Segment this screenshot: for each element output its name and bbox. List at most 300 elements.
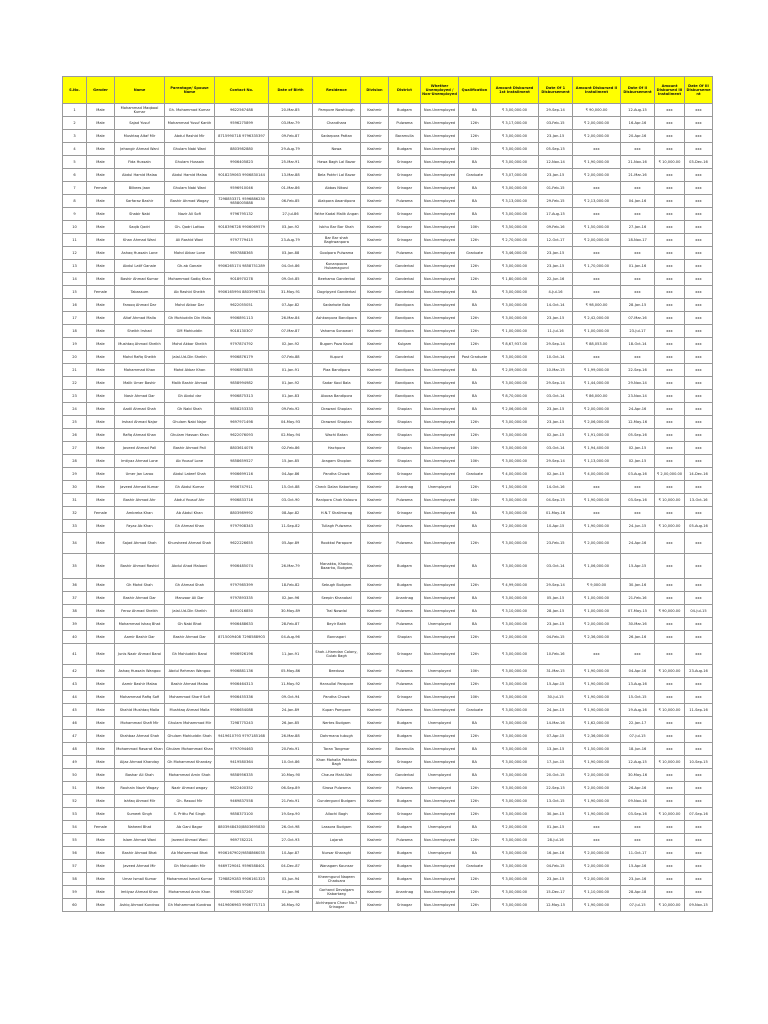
table-row: [63, 455, 713, 468]
table-cell: ₹ 2,00,000.00: [491, 520, 539, 533]
table-cell: Male: [87, 678, 115, 691]
table-cell: 04-Sep-15: [539, 494, 573, 507]
table-cell: ₹ 3,00,000.00: [491, 756, 539, 769]
table-cell: Non-Unemployed: [421, 143, 459, 156]
table-cell: 40: [63, 631, 87, 644]
table-cell: ₹ 1,70,000.00: [573, 260, 621, 273]
table-cell: 03-Mar-79: [269, 117, 313, 130]
table-cell: Budgam: [389, 730, 421, 743]
table-cell: 9622055051: [215, 299, 269, 312]
table-cell: xxx: [655, 481, 685, 494]
table-cell: xxx: [655, 208, 685, 221]
table-cell: 21-Mar-16: [621, 169, 655, 182]
table-cell: ₹ 2,06,000.00: [491, 403, 539, 416]
table-cell: 05-Sep-16: [621, 429, 655, 442]
table-cell: Kupurd: [313, 351, 361, 364]
table-cell: 9018130307: [215, 325, 269, 338]
table-cell: xxx: [685, 221, 713, 234]
table-cell: Mohd Akbar Sheikh: [165, 338, 215, 351]
table-cell: 13-Jan-15: [539, 743, 573, 756]
table-cell: ₹ 2,00,000.00: [491, 821, 539, 834]
table-cell: 18-Feb-82: [269, 579, 313, 592]
table-cell: BA: [459, 821, 491, 834]
table-cell: ₹ 90,000.00: [573, 104, 621, 117]
table-cell: Kashmir: [361, 631, 389, 644]
table-cell: 9697971498: [215, 416, 269, 429]
table-cell: 13-Mar-88: [269, 169, 313, 182]
table-cell: 17-Aug-15: [539, 208, 573, 221]
table-cell: 01-Jan-16: [621, 260, 655, 273]
table-cell: 8: [63, 195, 87, 208]
table-cell: BA: [459, 195, 491, 208]
table-cell: 10th: [459, 221, 491, 234]
table-cell: Kashmir: [361, 481, 389, 494]
table-cell: 28-Jul-16: [539, 834, 573, 847]
table-cell: 48: [63, 743, 87, 756]
table-cell: Male: [87, 442, 115, 455]
table-cell: Non-Unemployed: [421, 117, 459, 130]
table-cell: Non-Unemployed: [421, 691, 459, 704]
table-cell: BA: [459, 286, 491, 299]
table-cell: Nasir Ahmad Dar: [115, 390, 165, 403]
table-cell: Mohd Akbar Lone: [165, 247, 215, 260]
table-cell: ₹ 1,00,000.00: [573, 325, 621, 338]
table-cell: Kashmir: [361, 208, 389, 221]
table-cell: 10-Oct-86: [269, 756, 313, 769]
table-cell: xxx: [685, 182, 713, 195]
table-cell: xxx: [655, 273, 685, 286]
table-cell: xxx: [655, 338, 685, 351]
table-cell: 29-Feb-15: [539, 195, 573, 208]
table-cell: 39: [63, 618, 87, 631]
table-cell: Unemployed: [421, 481, 459, 494]
table-cell: 20-Feb-91: [269, 743, 313, 756]
table-cell: Male: [87, 743, 115, 756]
table-cell: 15-Dec-17: [539, 886, 573, 899]
table-cell: Ghulam Nabi Wani: [165, 182, 215, 195]
table-cell: ₹ 2,00,000.00: [573, 169, 621, 182]
table-cell: 23-Jul-17: [621, 325, 655, 338]
table-cell: 07-Mar-16: [621, 312, 655, 325]
table-cell: ₹ 1,91,000.00: [573, 429, 621, 442]
table-cell: 3: [63, 130, 87, 143]
table-cell: ₹ 3,07,000.00: [491, 169, 539, 182]
table-cell: 22-Jan-17: [621, 717, 655, 730]
table-cell: 14-Oct-16: [539, 481, 573, 494]
table-row: [63, 234, 713, 247]
table-cell: Mushtaq Ahmad Sheikh: [115, 338, 165, 351]
table-cell: Non-Unemployed: [421, 312, 459, 325]
table-cell: xxx: [685, 338, 713, 351]
table-cell: xxx: [655, 286, 685, 299]
table-cell: Jehangir Ahmad Wani: [115, 143, 165, 156]
table-cell: Srinagar: [389, 808, 421, 821]
table-cell: 05-Sep-15: [539, 143, 573, 156]
table-cell: 04-Feb-15: [539, 631, 573, 644]
table-cell: 9858659527: [215, 455, 269, 468]
table-cell: xxx: [685, 579, 713, 592]
table-cell: 03-Sep-16: [621, 494, 655, 507]
table-cell: 15-Jan-85: [269, 455, 313, 468]
table-cell: Male: [87, 377, 115, 390]
table-cell: Kashmir: [361, 338, 389, 351]
table-cell: 16-May-92: [269, 899, 313, 912]
table-cell: Jalal-Ud-Din Sheikh: [165, 351, 215, 364]
table-cell: ₹ 3,00,000.00: [491, 130, 539, 143]
table-cell: ₹ 10,000.00: [655, 808, 685, 821]
table-cell: Graduate: [459, 169, 491, 182]
table-cell: 04-May-93: [269, 416, 313, 429]
table-cell: ₹ 88,053.00: [573, 338, 621, 351]
table-cell: Female: [87, 507, 115, 520]
table-cell: Beehama Ganderbal: [313, 273, 361, 286]
table-cell: Male: [87, 468, 115, 481]
table-cell: Kashmir: [361, 743, 389, 756]
table-cell: 04-Apr-86: [269, 468, 313, 481]
table-cell: Javeed Ahmad Pall: [115, 442, 165, 455]
table-cell: 9797779415: [215, 234, 269, 247]
table-cell: BA: [459, 847, 491, 860]
table-cell: xxx: [685, 364, 713, 377]
table-cell: xxx: [685, 390, 713, 403]
table-row: [63, 312, 713, 325]
table-cell: 29-Sep-14: [539, 104, 573, 117]
table-cell: 26-Jan-16: [621, 631, 655, 644]
column-header: Qualification: [459, 77, 491, 104]
table-cell: 9419610793 9797185168: [215, 730, 269, 743]
column-header: Amount Disbursed II Installment: [573, 77, 621, 104]
table-cell: ₹ 3,00,000.00: [491, 704, 539, 717]
table-cell: Budgam: [389, 554, 421, 579]
table-cell: Abdul Rashid Mir: [165, 130, 215, 143]
table-cell: xxx: [655, 325, 685, 338]
table-cell: Non-Unemployed: [421, 260, 459, 273]
table-cell: Kashmir: [361, 691, 389, 704]
table-cell: Srinagar: [389, 156, 421, 169]
table-cell: Seepin Khanabal: [313, 592, 361, 605]
table-cell: Isbhu Bar Bar Shah: [313, 221, 361, 234]
table-cell: 9797874792: [215, 338, 269, 351]
table-cell: Shopian: [389, 631, 421, 644]
table-cell: Kashmir: [361, 665, 389, 678]
table-cell: 24-Jun-15: [621, 520, 655, 533]
table-cell: Non-Unemployed: [421, 605, 459, 618]
table-cell: 23-Aug-79: [269, 234, 313, 247]
table-cell: Bashir Ahmad Dar: [115, 592, 165, 605]
beneficiary-table: [62, 76, 713, 912]
table-row: [63, 873, 713, 886]
table-cell: xxx: [655, 592, 685, 605]
table-cell: Srinagar: [389, 182, 421, 195]
table-cell: 01-Mar-86: [269, 182, 313, 195]
table-cell: Ganderbal: [389, 351, 421, 364]
table-cell: Mohammad Khan: [115, 364, 165, 377]
table-row: [63, 795, 713, 808]
table-cell: Pulwama: [389, 704, 421, 717]
table-cell: Non-Unemployed: [421, 325, 459, 338]
table-cell: 05-Aug-16: [685, 520, 713, 533]
table-cell: ₹ 9,000.00: [573, 579, 621, 592]
table-cell: Ganderbal: [389, 769, 421, 782]
table-cell: 17-Jun-15: [539, 756, 573, 769]
table-cell: ₹ 2,36,000.00: [573, 730, 621, 743]
table-cell: 10-May-90: [269, 769, 313, 782]
table-cell: Srinagar: [389, 644, 421, 665]
table-cell: Lajarah: [313, 834, 361, 847]
table-cell: Female: [87, 821, 115, 834]
table-cell: 02-Jan-15: [621, 455, 655, 468]
table-cell: Kashmir: [361, 117, 389, 130]
table-cell: Kashmir: [361, 364, 389, 377]
table-row: [63, 886, 713, 899]
table-cell: 14-Oct-14: [539, 299, 573, 312]
table-cell: Mohammad Ishaq Bhat: [115, 618, 165, 631]
table-cell: ₹ 1,90,000.00: [573, 691, 621, 704]
table-row: [63, 494, 713, 507]
table-cell: ₹ 3,00,000.00: [491, 312, 539, 325]
table-cell: 30-May-16: [621, 769, 655, 782]
table-cell: 12: [63, 247, 87, 260]
table-cell: ₹ 86,000.00: [573, 390, 621, 403]
table-cell: Male: [87, 117, 115, 130]
table-cell: ₹ 1,80,000.00: [491, 273, 539, 286]
table-cell: BA: [459, 208, 491, 221]
table-cell: Non-Unemployed: [421, 808, 459, 821]
table-cell: 15-Apr-15: [539, 678, 573, 691]
table-cell: 18-Jun-16: [621, 743, 655, 756]
table-cell: xxx: [621, 644, 655, 665]
table-row: [63, 756, 713, 769]
table-cell: Ghulam Hassan Khan: [165, 429, 215, 442]
table-cell: 01-Jan-83: [269, 390, 313, 403]
table-cell: Non-Unemployed: [421, 455, 459, 468]
table-cell: xxx: [655, 554, 685, 579]
table-cell: xxx: [685, 847, 713, 860]
table-cell: 03-Jan-92: [269, 221, 313, 234]
table-cell: 28: [63, 455, 87, 468]
table-cell: ₹ 3,00,000.00: [491, 769, 539, 782]
table-cell: Malik Bashir Ahmad: [165, 377, 215, 390]
table-cell: BA: [459, 377, 491, 390]
table-cell: Male: [87, 847, 115, 860]
table-cell: Mohammad Ismail Kumar: [165, 873, 215, 886]
table-cell: 12th: [459, 730, 491, 743]
table-cell: xxx: [573, 182, 621, 195]
table-cell: 23-Aug-16: [685, 665, 713, 678]
table-cell: Budgam: [389, 847, 421, 860]
table-cell: 9906881136: [215, 665, 269, 678]
table-cell: 32: [63, 507, 87, 520]
table-cell: BA: [459, 618, 491, 631]
table-cell: Srinagar: [389, 208, 421, 221]
table-cell: Male: [87, 273, 115, 286]
table-cell: 8491016850: [215, 605, 269, 618]
table-cell: Shah-i-Hamdan Colony, Gulab Bagh: [313, 644, 361, 665]
table-cell: Pulwama: [389, 782, 421, 795]
table-cell: xxx: [685, 143, 713, 156]
table-cell: ₹ 1,13,000.00: [573, 455, 621, 468]
table-cell: Kashmir: [361, 821, 389, 834]
table-cell: Sadar Kool Bala: [313, 377, 361, 390]
table-cell: Nowa: [313, 143, 361, 156]
table-cell: Drawani Shopian: [313, 403, 361, 416]
table-row: [63, 208, 713, 221]
table-cell: xxx: [573, 507, 621, 520]
table-cell: ₹ 3,00,000.00: [491, 299, 539, 312]
table-cell: Non-Unemployed: [421, 130, 459, 143]
table-cell: Non-Unemployed: [421, 221, 459, 234]
table-cell: Nazir Ali Sofi: [165, 208, 215, 221]
table-cell: Kashmir: [361, 494, 389, 507]
table-cell: Ab Rashid Sheikh: [165, 286, 215, 299]
table-cell: Male: [87, 104, 115, 117]
table-cell: BA: [459, 743, 491, 756]
table-cell: 07-Jul-15: [621, 899, 655, 912]
table-cell: 07-Apr-15: [539, 730, 573, 743]
table-cell: Non-Unemployed: [421, 554, 459, 579]
table-cell: xxx: [655, 247, 685, 260]
table-cell: ₹ 3,13,000.00: [491, 195, 539, 208]
table-cell: Fayaz Ab Khan: [115, 520, 165, 533]
table-cell: 46: [63, 717, 87, 730]
table-cell: xxx: [621, 286, 655, 299]
table-cell: 9906870835: [215, 364, 269, 377]
table-cell: ₹ 10,000.00: [655, 665, 685, 678]
table-cell: Non-Unemployed: [421, 834, 459, 847]
table-cell: 12-Aug-15: [621, 756, 655, 769]
table-cell: Male: [87, 299, 115, 312]
table-cell: ₹ 3,00,000.00: [491, 143, 539, 156]
table-cell: xxx: [655, 782, 685, 795]
table-cell: 23-Jan-15: [539, 169, 573, 182]
table-cell: xxx: [655, 312, 685, 325]
table-cell: Shahid Mushtaq Malla: [115, 704, 165, 717]
table-cell: 02-Jan-15: [539, 429, 573, 442]
table-cell: 31: [63, 494, 87, 507]
table-cell: xxx: [685, 195, 713, 208]
table-cell: Mohammad Shafi Mir: [115, 717, 165, 730]
column-header: Name: [115, 77, 165, 104]
table-cell: Ambreka Khan: [115, 507, 165, 520]
table-cell: xxx: [685, 260, 713, 273]
table-cell: xxx: [655, 130, 685, 143]
table-cell: Bandipora: [389, 364, 421, 377]
column-header: Amount Disbursed III Installment: [655, 77, 685, 104]
table-cell: Rookkal Parapore: [313, 533, 361, 554]
table-cell: 04-Jan-16: [621, 195, 655, 208]
table-cell: xxx: [685, 273, 713, 286]
table-cell: ₹ 1,00,000.00: [573, 592, 621, 605]
table-cell: ₹ 3,00,000.00: [491, 782, 539, 795]
table-cell: Male: [87, 899, 115, 912]
table-cell: ₹ 3,00,000.00: [491, 104, 539, 117]
table-cell: BA: [459, 156, 491, 169]
table-cell: ₹ 2,06,000.00: [573, 416, 621, 429]
table-cell: ₹ 3,00,000.00: [491, 873, 539, 886]
table-cell: 9858994982: [215, 377, 269, 390]
table-cell: Male: [87, 156, 115, 169]
table-cell: Non-Unemployed: [421, 351, 459, 364]
table-cell: 12th: [459, 795, 491, 808]
table-cell: BA: [459, 299, 491, 312]
table-cell: xxx: [573, 273, 621, 286]
table-cell: 09-Oct-94: [269, 691, 313, 704]
table-cell: Bela Pokhri Lal Bazar: [313, 169, 361, 182]
column-header: Whether Unemployed / Non-Unemployed: [421, 77, 459, 104]
table-cell: 23-Jan-15: [539, 260, 573, 273]
table-cell: 02-Feb-86: [269, 442, 313, 455]
table-cell: Ab Yousuf Lone: [165, 455, 215, 468]
table-cell: ₹ 10,000.00: [655, 704, 685, 717]
table-cell: xxx: [685, 769, 713, 782]
table-cell: Kashmir: [361, 182, 389, 195]
table-cell: Non-Unemployed: [421, 156, 459, 169]
table-cell: Kashmir: [361, 717, 389, 730]
table-cell: xxx: [685, 717, 713, 730]
table-cell: xxx: [621, 351, 655, 364]
table-cell: 9858253333: [215, 403, 269, 416]
table-cell: ₹ 3,00,000.00: [491, 507, 539, 520]
table-cell: 02-Jan-15: [621, 442, 655, 455]
table-cell: Check Dalan Kabartaeg: [313, 481, 361, 494]
table-cell: Kashmir: [361, 834, 389, 847]
table-row: [63, 579, 713, 592]
table-cell: ₹ 3,00,000.00: [491, 834, 539, 847]
table-cell: xxx: [685, 429, 713, 442]
table-cell: 55: [63, 834, 87, 847]
table-cell: xxx: [655, 442, 685, 455]
table-cell: Allochi Bagh: [313, 808, 361, 821]
table-cell: 13-Oct-16: [685, 494, 713, 507]
table-cell: Gh. Mohammad Kumar: [165, 104, 215, 117]
table-cell: xxx: [655, 821, 685, 834]
table-cell: Islam Ahmad Wani: [115, 834, 165, 847]
table-row: [63, 821, 713, 834]
table-cell: xxx: [685, 234, 713, 247]
table-cell: Fathe Kadal Malik Angan: [313, 208, 361, 221]
table-cell: 34: [63, 533, 87, 554]
table-cell: BA: [459, 104, 491, 117]
table-cell: 12th: [459, 782, 491, 795]
table-cell: Male: [87, 130, 115, 143]
table-cell: Kashmir: [361, 429, 389, 442]
table-cell: Bashir Ahmad Wagay: [165, 195, 215, 208]
table-cell: Ali Rashid Wani: [165, 234, 215, 247]
table-row: [63, 260, 713, 273]
table-cell: Mushtaq Ahmad Malla: [165, 704, 215, 717]
table-cell: Srinagar: [389, 234, 421, 247]
table-cell: Bar Bar shah Baghwanpora: [313, 234, 361, 247]
table-cell: Male: [87, 782, 115, 795]
table-cell: ₹ 1,90,000.00: [573, 899, 621, 912]
table-cell: Non-Unemployed: [421, 860, 459, 873]
table-cell: Pulwama: [389, 247, 421, 260]
table-cell: ₹ 1,10,000.00: [573, 886, 621, 899]
table-cell: xxx: [655, 533, 685, 554]
table-cell: Gh Mohammad Khanday: [165, 756, 215, 769]
table-cell: 04-Oct-86: [269, 260, 313, 273]
table-cell: Shopian: [389, 403, 421, 416]
table-row: [63, 644, 713, 665]
table-cell: 03-Aug-16: [621, 468, 655, 481]
table-cell: 30-May-89: [269, 605, 313, 618]
table-cell: Ishfaq Ahmad Mir: [115, 795, 165, 808]
table-cell: xxx: [655, 886, 685, 899]
table-cell: ₹ 2,00,000.00: [573, 860, 621, 873]
table-cell: 04-Jul-15: [685, 605, 713, 618]
table-cell: xxx: [573, 834, 621, 847]
table-cell: 10-Mar-15: [539, 364, 573, 377]
